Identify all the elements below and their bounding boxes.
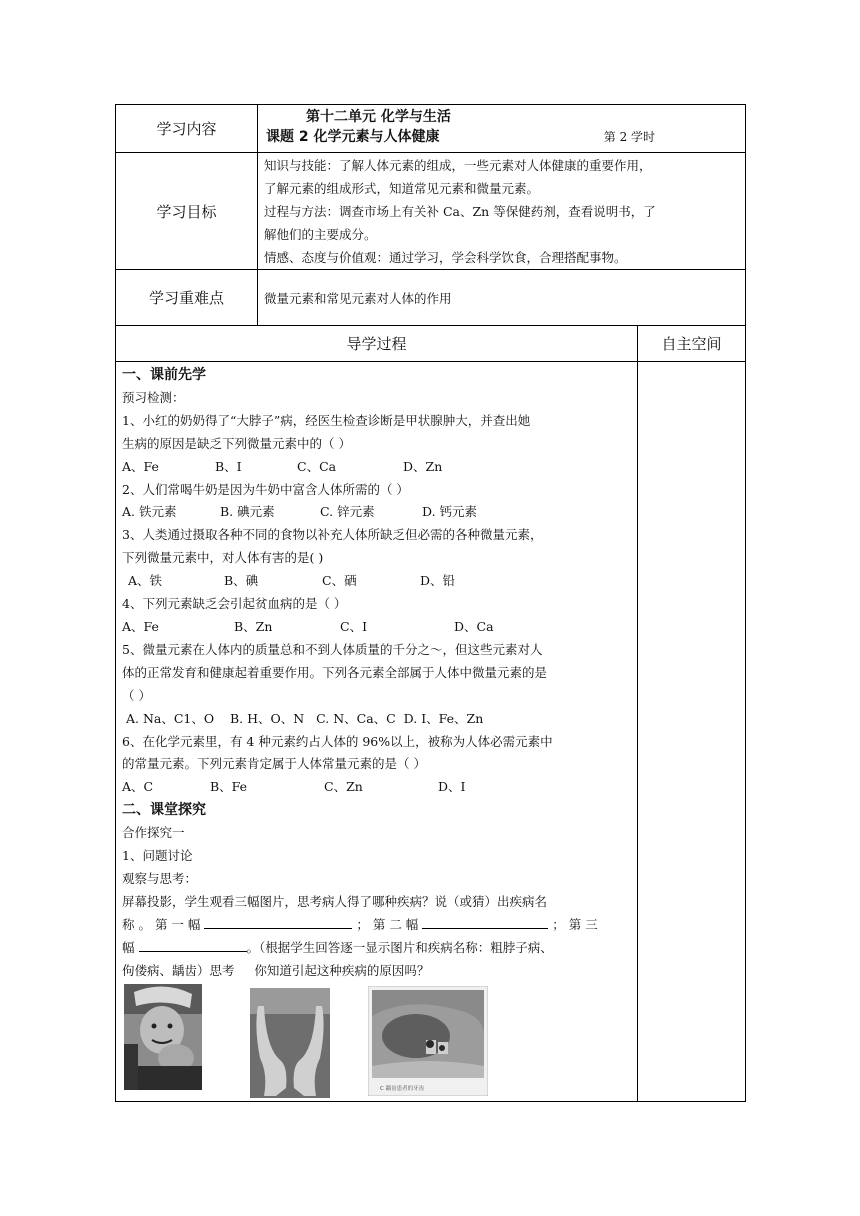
content-cell bbox=[258, 105, 746, 153]
question-4: 4、下列元素缺乏会引起贫血病的是（ ） bbox=[122, 596, 347, 612]
fill-label: ； 第 三 bbox=[552, 916, 598, 932]
coop-label: 合作探究一 bbox=[122, 825, 185, 841]
option: C. 锌元素 bbox=[320, 504, 375, 520]
paragraph bbox=[122, 937, 633, 960]
paragraph: 屏幕投影，学生观看三幅图片，思考病人得了哪种疾病？说（或猜）出疾病名 bbox=[122, 893, 548, 909]
goal-line: 知识与技能：了解人体元素的组成，一些元素对人体健康的重要作用， bbox=[264, 158, 652, 173]
goal-line: 了解元素的组成形式，知道常见元素和微量元素。 bbox=[264, 181, 540, 196]
goals-text bbox=[258, 153, 746, 270]
option: C、硒 bbox=[322, 573, 357, 589]
study-sheet bbox=[115, 104, 745, 1102]
fill-label: 幅 bbox=[122, 939, 135, 955]
question-2-options bbox=[122, 501, 633, 524]
tooth-decay-photo bbox=[368, 986, 488, 1096]
question-2: 2、人们常喝牛奶是因为牛奶中富含人体所需的（ ） bbox=[122, 481, 409, 497]
question-5-cont: （ ） bbox=[122, 687, 151, 703]
self-space-header: 自主空间 bbox=[638, 326, 746, 362]
option: B、Zn bbox=[234, 618, 273, 634]
option: A、Fe bbox=[122, 458, 159, 474]
question-3-cont: 下列微量元素中，对人体有害的是( ) bbox=[122, 550, 324, 566]
photo-caption: C 龋齿患者的牙齿 bbox=[380, 1086, 425, 1093]
content-label: 学习内容 bbox=[116, 105, 258, 153]
option: D. 钙元素 bbox=[422, 504, 478, 520]
question-6-cont: 的常量元素。下列元素肯定属于人体常量元素的是（ ） bbox=[122, 756, 426, 772]
fill-label: 称 。 第 一 幅 bbox=[122, 916, 201, 932]
key-points-label: 学习重难点 bbox=[116, 270, 258, 326]
option: B、碘 bbox=[224, 573, 259, 589]
question-3: 3、人类通过摄取各种不同的食物以补充人体所缺乏但必需的各种微量元素， bbox=[122, 527, 543, 543]
option: D、Zn bbox=[403, 458, 443, 474]
fill-label: ； 第 二 幅 bbox=[356, 916, 419, 932]
process-header: 导学过程 bbox=[116, 326, 638, 362]
answer-blank-2[interactable] bbox=[422, 914, 548, 929]
process-content bbox=[116, 362, 638, 1102]
lesson-title: 课题 2 化学元素与人体健康 bbox=[266, 129, 440, 145]
preview-label: 预习检测： bbox=[122, 389, 185, 405]
option: D、Ca bbox=[454, 618, 494, 634]
question-3-options bbox=[122, 570, 633, 593]
option: A、铁 bbox=[128, 573, 163, 589]
option: D、I bbox=[438, 779, 466, 795]
option: A、C bbox=[122, 779, 154, 795]
question-1: 1、小红的奶奶得了“大脖子”病，经医生检查诊断是甲状腺肿大，并查出她 bbox=[122, 412, 531, 428]
unit-title: 第十二单元 化学与生活 bbox=[306, 109, 451, 125]
key-points-text: 微量元素和常见元素对人体的作用 bbox=[258, 270, 746, 326]
section-heading: 二、课堂探究 bbox=[122, 802, 206, 819]
option: A、Fe bbox=[122, 618, 159, 634]
goal-line: 解他们的主要成分。 bbox=[264, 227, 377, 242]
study-table bbox=[115, 104, 746, 1102]
period: 第 2 学时 bbox=[603, 130, 656, 144]
question-5-cont: 体的正常发育和健康起着重要作用。下列各元素全部属于人体中微量元素的是 bbox=[122, 664, 548, 680]
observe-label: 观察与思考： bbox=[122, 870, 198, 886]
option: C、Zn bbox=[324, 779, 363, 795]
section-heading: 一、课前先学 bbox=[122, 367, 206, 383]
question-4-options bbox=[122, 616, 633, 639]
question-6-options bbox=[122, 776, 633, 799]
option: C、I bbox=[340, 618, 368, 634]
paragraph: 佝偻病、龋齿）思考 你知道引起这种疾病的原因吗？ bbox=[122, 962, 430, 978]
option: A. 铁元素 bbox=[122, 504, 177, 520]
option: B、I bbox=[215, 458, 242, 474]
paragraph bbox=[122, 914, 633, 937]
goals-label: 学习目标 bbox=[116, 153, 258, 270]
answer-blank-3[interactable] bbox=[139, 937, 247, 952]
answer-blank-1[interactable] bbox=[204, 914, 352, 929]
question-1-options bbox=[122, 456, 633, 479]
option: C、Ca bbox=[297, 458, 337, 474]
option: B、Fe bbox=[210, 779, 248, 795]
disease-images bbox=[122, 984, 633, 1100]
question-6: 6、在化学元素里，有 4 种元素约占人体的 96%以上，被称为人体必需元素中 bbox=[122, 733, 553, 749]
option: B. 碘元素 bbox=[220, 504, 275, 520]
fill-label: 。（根据学生回答逐一显示图片和疾病名称：粗脖子病、 bbox=[246, 939, 553, 955]
goal-line: 情感、态度与价值观：通过学习，学会科学饮食，合理搭配事物。 bbox=[264, 250, 627, 265]
goal-line: 过程与方法：调查市场上有关补 Ca、Zn 等保健药剂，查看说明书，了 bbox=[264, 204, 656, 219]
goiter-photo bbox=[124, 984, 202, 1090]
discussion-label: 1、问题讨论 bbox=[122, 848, 193, 864]
self-space-area[interactable] bbox=[638, 362, 746, 1102]
question-5: 5、微量元素在人体内的质量总和不到人体质量的千分之～，但这些元素对人 bbox=[122, 641, 543, 657]
option: D、铅 bbox=[420, 573, 456, 589]
question-1-cont: 生病的原因是缺乏下列微量元素中的（ ） bbox=[122, 435, 351, 451]
rickets-photo bbox=[250, 988, 330, 1098]
question-5-options: A. Na、C1、O B. H、O、N C. N、Ca、C D. I、Fe、Zn bbox=[122, 710, 484, 726]
